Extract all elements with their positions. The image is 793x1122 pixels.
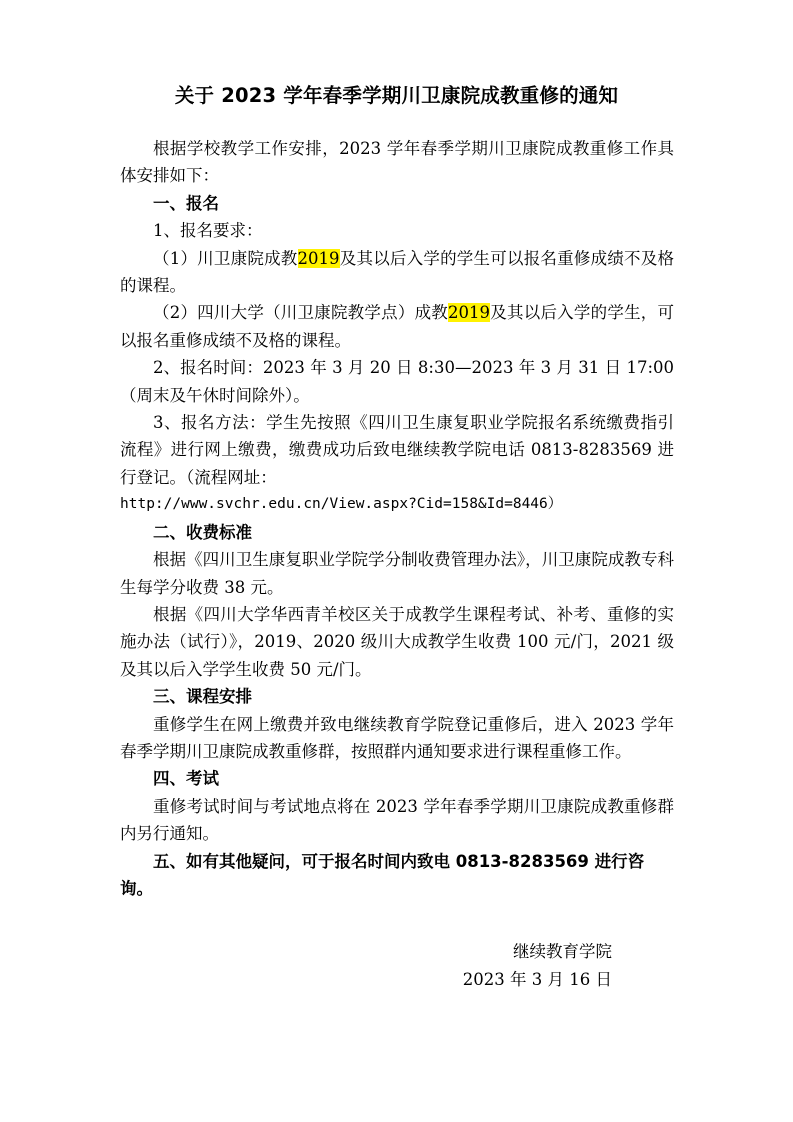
highlighted-year: 2019 — [297, 248, 340, 268]
intro-paragraph: 根据学校教学工作安排，2023 学年春季学期川卫康院成教重修工作具体安排如下： — [120, 139, 674, 186]
section5-heading: 五、如有其他疑问，可于报名时间内致电 0813-8283569 进行咨询。 — [120, 851, 645, 898]
process-url-link[interactable]: http://www.svchr.edu.cn/View.aspx?Cid=158&Id=8446） — [120, 496, 563, 513]
requirements-label: 1、报名要求： — [153, 221, 263, 241]
signature-org: 继续教育学院 — [513, 942, 612, 961]
signature-date: 2023 年 3 月 16 日 — [462, 970, 612, 989]
requirement-2 — [120, 299, 674, 354]
document-body — [120, 135, 674, 902]
requirement-1-prefix: （1）川卫康院成教 — [153, 248, 298, 268]
requirement-1 — [120, 245, 674, 300]
document-title: 关于 2023 学年春季学期川卫康院成教重修的通知 — [174, 84, 619, 107]
section1-heading: 一、报名 — [153, 193, 219, 213]
highlighted-year: 2019 — [448, 303, 491, 323]
fee-paragraph-2: 根据《四川大学华西青羊校区关于成教学生课程考试、补考、重修的实施办法（试行）》，2019、2020 级川大成教学生收费 100 元/门，2021 级及其以后入学学生收费 50 元/门。 — [120, 604, 674, 679]
requirement-1-suffix: 及其以后入学的学生可以报名重修成绩不及格的课程。 — [120, 248, 674, 296]
section3-heading: 三、课程安排 — [153, 687, 252, 707]
section4-heading: 四、考试 — [153, 769, 219, 789]
registration-time: 2、报名时间：2023 年 3 月 20 日 8:30—2023 年 3 月 31 日 17:00（周末及午休时间除外）。 — [120, 358, 674, 405]
section2-heading: 二、收费标准 — [153, 522, 252, 542]
exam-paragraph: 重修考试时间与考试地点将在 2023 学年春季学期川卫康院成教重修群内另行通知。 — [120, 796, 674, 844]
fee-paragraph-1: 根据《四川卫生康复职业学院学分制收费管理办法》，川卫康院成教专科生每学分收费 38 元。 — [120, 550, 674, 597]
requirement-2-suffix: 及其以后入学的学生，可以报名重修成绩不及格的课程。 — [120, 303, 675, 350]
requirement-2-prefix: （2）四川大学（川卫康院教学点）成教 — [153, 303, 449, 323]
registration-method: 3、报名方法：学生先按照《四川卫生康复职业学院报名系统缴费指引流程》进行网上缴费，缴费成功后致电继续教学院电话 0813-8283569 进行登记。（流程网址： — [120, 413, 674, 487]
course-paragraph: 重修学生在网上缴费并致电继续教育学院登记重修后，进入 2023 学年春季学期川卫康院成教重修群，按照群内通知要求进行课程重修工作。 — [120, 714, 674, 761]
